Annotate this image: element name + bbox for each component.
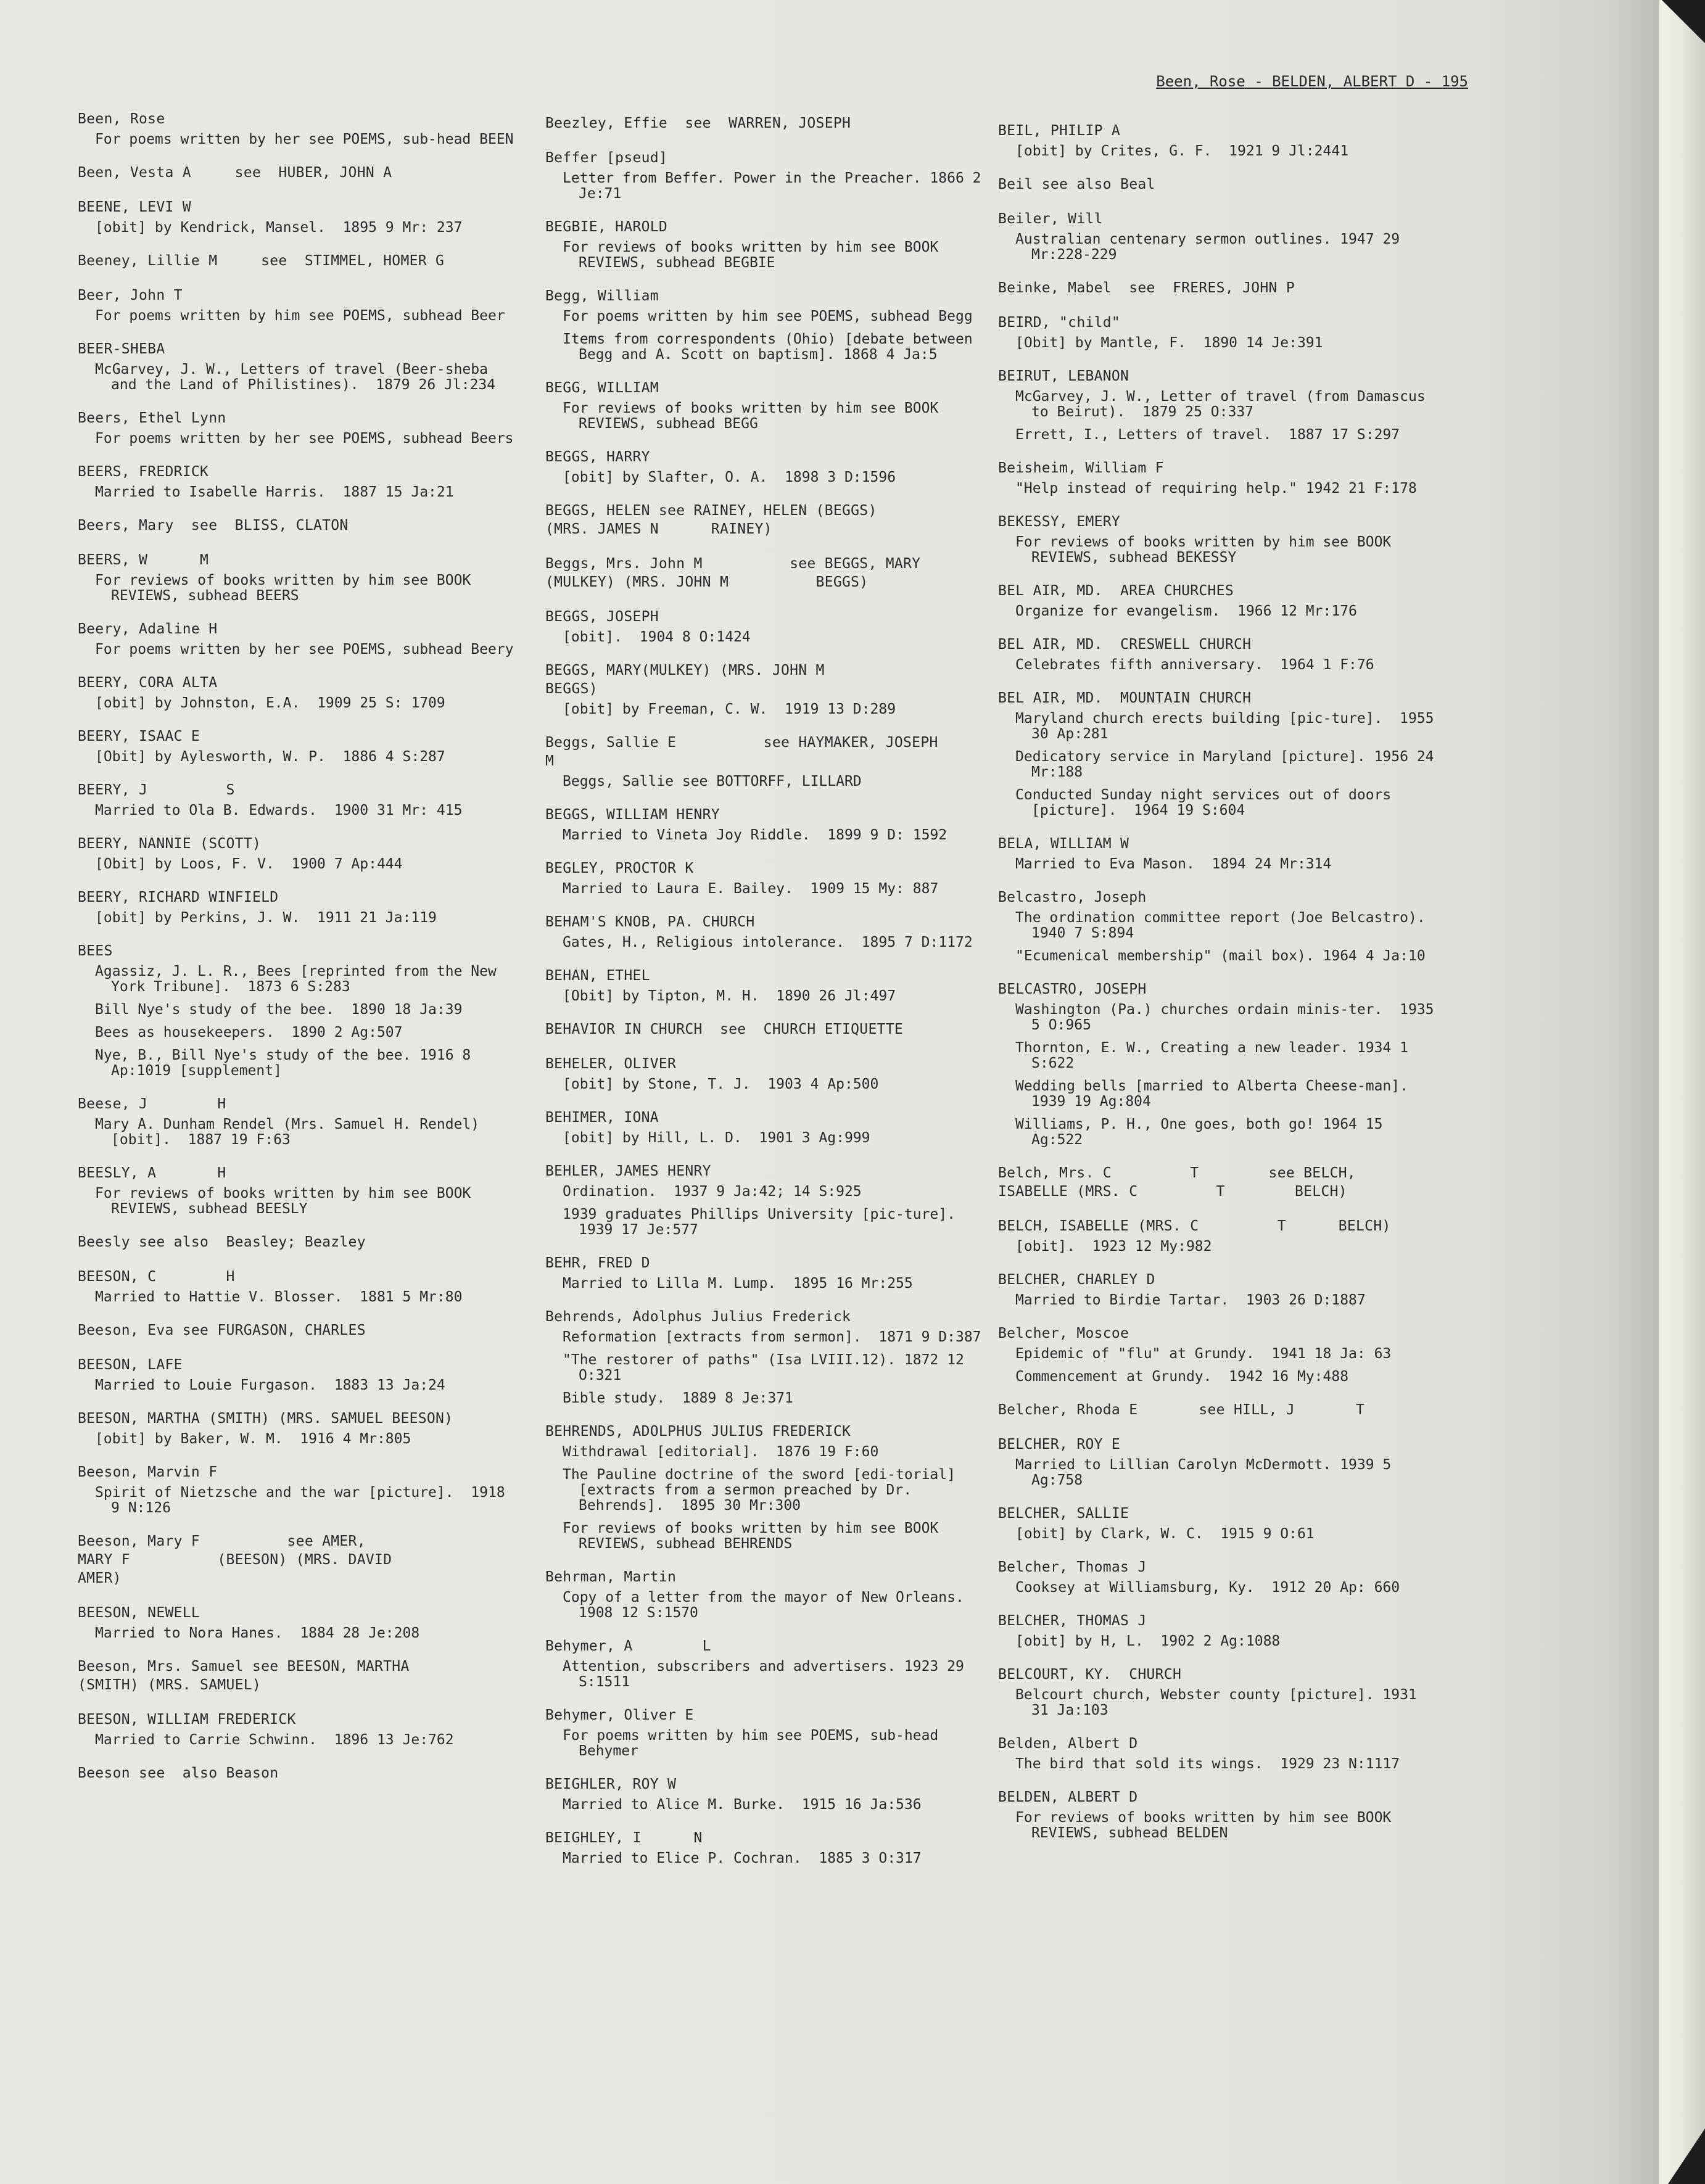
entry-citation: Williams, P. H., One goes, both go! 1964 15 Ag:522 — [1015, 1116, 1392, 1148]
entry-heading: Beeson, Marvin F — [78, 1464, 218, 1480]
index-entry — [998, 122, 1442, 159]
index-entry — [78, 409, 522, 447]
index-entry — [998, 210, 1442, 263]
index-entry — [998, 459, 1442, 497]
entry-citation: Married to Hattie V. Blosser. 1881 5 Mr:80 — [95, 1289, 463, 1305]
entry-heading: BEHLER, JAMES HENRY — [545, 1163, 711, 1179]
entry-citation: Bible study. 1889 8 Je:371 — [563, 1390, 793, 1406]
index-entry — [998, 1612, 1442, 1649]
entry-heading: BELCHER, THOMAS J — [998, 1613, 1147, 1629]
index-entry — [78, 1356, 522, 1393]
entry-heading: Beezley, Effie see WARREN, JOSEPH — [545, 115, 851, 131]
entry-heading: BEL AIR, MD. AREA CHURCHES — [998, 583, 1234, 599]
entry-heading: BEGGS, HARRY — [545, 449, 650, 465]
entry-heading: BEIL, PHILIP A — [998, 123, 1121, 139]
index-entry — [78, 727, 522, 765]
index-entry — [78, 252, 522, 270]
entry-heading: Behrman, Martin — [545, 1569, 677, 1585]
entry-heading: BEESON, WILLIAM FREDERICK — [78, 1712, 296, 1728]
entry-citation: Organize for evangelism. 1966 12 Mr:176 — [1015, 603, 1357, 619]
entry-citation: Married to Isabelle Harris. 1887 15 Ja:21 — [95, 484, 454, 500]
index-entry — [78, 834, 522, 872]
entry-citation: The Pauline doctrine of the sword [edi-torial] [extracts from a sermon preached by Dr. Behrends]. 1895 30 Mr:300 — [563, 1467, 964, 1514]
entry-citation: For reviews of books written by him see BOOK REVIEWS, subhead BELDEN — [1015, 1810, 1400, 1841]
entry-citation: [obit] by Johnston, E.A. 1909 25 S: 1709 — [95, 695, 445, 711]
entry-heading: Beiler, Will — [998, 211, 1103, 227]
running-head: Been, Rose - BELDEN, ALBERT D - 195 — [1156, 73, 1468, 90]
entry-citation: For reviews of books written by him see BOOK REVIEWS, subhead BEGG — [563, 400, 947, 432]
entry-citation: "Ecumenical membership" (mail box). 1964 4 Ja:10 — [1015, 948, 1426, 964]
entry-citation: [Obit] by Tipton, M. H. 1890 26 Jl:497 — [563, 988, 896, 1004]
index-entry — [545, 501, 989, 538]
index-entry — [545, 913, 989, 950]
entry-heading: BEGBIE, HAROLD — [545, 219, 668, 235]
entry-heading: BEGGS, HELEN see RAINEY, HELEN (BEGGS) (MRS. JAMES N RAINEY) — [545, 503, 877, 537]
entry-heading: BEESON, NEWELL — [78, 1605, 200, 1621]
entry-citation: [Obit] by Loos, F. V. 1900 7 Ap:444 — [95, 856, 403, 872]
index-entry — [545, 1020, 989, 1039]
entry-citation: Married to Nora Hanes. 1884 28 Je:208 — [95, 1625, 420, 1641]
entry-heading: Behrends, Adolphus Julius Frederick — [545, 1309, 851, 1325]
entry-citation: Dedicatory service in Maryland [picture]. 1956 24 Mr:188 — [1015, 749, 1443, 780]
entry-heading: BEGLEY, PROCTOR K — [545, 860, 694, 876]
index-entry — [545, 733, 989, 789]
entry-heading: BEIGHLER, ROY W — [545, 1776, 677, 1792]
index-entry — [998, 1734, 1442, 1772]
entry-citation: "Help instead of requiring help." 1942 21 F:178 — [1015, 480, 1417, 497]
entry-heading: BEERY, NANNIE (SCOTT) — [78, 836, 262, 852]
index-entry — [78, 674, 522, 711]
entry-citation: Belcourt church, Webster county [picture]. 1931 31 Ja:103 — [1015, 1687, 1426, 1718]
entry-heading: BEHIMER, IONA — [545, 1110, 659, 1126]
entry-citation: For reviews of books written by him see BOOK REVIEWS, subhead BEHRENDS — [563, 1520, 947, 1552]
entry-heading: Beggs, Mrs. John M see BEGGS, MARY (MULKEY) (MRS. JOHN M BEGGS) — [545, 556, 921, 590]
entry-citation: Attention, subscribers and advertisers. 1923 29 S:1511 — [563, 1659, 973, 1690]
index-column-1 — [78, 110, 522, 1799]
entry-heading: BELCHER, CHARLEY D — [998, 1272, 1155, 1288]
entry-heading: BELCHER, SALLIE — [998, 1506, 1129, 1522]
entry-heading: Beil see also Beal — [998, 176, 1155, 192]
index-entry — [78, 1710, 522, 1748]
index-entry — [78, 516, 522, 535]
index-entry — [998, 279, 1442, 297]
entry-heading: BEESON, MARTHA (SMITH) (MRS. SAMUEL BEESON) — [78, 1411, 453, 1427]
entry-citation: [obit] by Baker, W. M. 1916 4 Mr:805 — [95, 1431, 411, 1447]
entry-heading: Beery, Adaline H — [78, 621, 218, 637]
entry-citation: For poems written by him see POEMS, subhead Begg — [563, 308, 973, 324]
index-entry — [545, 1055, 989, 1092]
entry-heading: BELA, WILLIAM W — [998, 836, 1129, 852]
entry-heading: BEERY, ISAAC E — [78, 728, 200, 744]
entry-heading: BEERS, W M — [78, 552, 209, 568]
entry-heading: BEGG, WILLIAM — [545, 380, 659, 396]
entry-heading: BEL AIR, MD. MOUNTAIN CHURCH — [998, 690, 1252, 706]
index-entry — [78, 620, 522, 657]
entry-heading: BEGGS, MARY(MULKEY) (MRS. JOHN M BEGGS) — [545, 662, 825, 697]
index-entry — [545, 966, 989, 1004]
entry-heading: BEHAN, ETHEL — [545, 968, 650, 984]
entry-heading: Beeson, Eva see FURGASON, CHARLES — [78, 1322, 366, 1338]
index-entry — [78, 1095, 522, 1148]
entry-heading: Belcher, Moscoe — [998, 1325, 1129, 1341]
entry-citation: [obit] by Slafter, O. A. 1898 3 D:1596 — [563, 469, 896, 485]
index-entry — [998, 1665, 1442, 1718]
entry-citation: Conducted Sunday night services out of doors [picture]. 1964 19 S:604 — [1015, 787, 1400, 818]
entry-heading: Behymer, A L — [545, 1638, 711, 1654]
entry-heading: Begg, William — [545, 288, 659, 304]
entry-heading: Beers, Ethel Lynn — [78, 410, 226, 426]
page-edge — [1659, 0, 1705, 2184]
entry-citation: For poems written by him see POEMS, subhead Beer — [95, 308, 505, 324]
entry-citation: [obit] by Hill, L. D. 1901 3 Ag:999 — [563, 1130, 870, 1146]
entry-heading: Behymer, Oliver E — [545, 1707, 694, 1723]
entry-citation: Nye, B., Bill Nye's study of the bee. 1916 8 Ap:1019 [supplement] — [95, 1047, 480, 1079]
binding-corner-bottom — [1668, 2128, 1705, 2184]
entry-citation: For poems written by her see POEMS, subhead Beers — [95, 431, 514, 447]
index-entry — [998, 175, 1442, 194]
entry-citation: Married to Elice P. Cochran. 1885 3 O:317 — [563, 1850, 922, 1866]
entry-heading: BEESON, LAFE — [78, 1357, 183, 1373]
entry-citation: Agassiz, J. L. R., Bees [reprinted from the New York Tribune]. 1873 6 S:283 — [95, 963, 505, 995]
entry-heading: BEIRD, "child" — [998, 315, 1121, 331]
entry-citation: [obit] by Perkins, J. W. 1911 21 Ja:119 — [95, 910, 437, 926]
entry-citation: [obit]. 1904 8 O:1424 — [563, 629, 751, 645]
entry-heading: BELCH, ISABELLE (MRS. C T BELCH) — [998, 1218, 1391, 1234]
entry-citation: Withdrawal [editorial]. 1876 19 F:60 — [563, 1444, 879, 1460]
entry-heading: BEGGS, WILLIAM HENRY — [545, 807, 720, 823]
index-entry — [998, 834, 1442, 872]
entry-citation: [obit] by Clark, W. C. 1915 9 O:61 — [1015, 1526, 1315, 1542]
entry-heading: BEHR, FRED D — [545, 1255, 650, 1271]
entry-citation: Australian centenary sermon outlines. 1947 29 Mr:228-229 — [1015, 231, 1408, 263]
index-entry — [545, 806, 989, 843]
entry-heading: BEESLY, A H — [78, 1165, 226, 1181]
entry-citation: For reviews of books written by him see BOOK REVIEWS, subhead BEERS — [95, 572, 480, 604]
index-entry — [78, 1267, 522, 1305]
entry-citation: Errett, I., Letters of travel. 1887 17 S:297 — [1015, 427, 1400, 443]
entry-heading: BEKESSY, EMERY — [998, 514, 1121, 530]
entry-heading: BEERY, RICHARD WINFIELD — [78, 889, 279, 905]
index-entry — [545, 1829, 989, 1866]
entry-heading: BELDEN, ALBERT D — [998, 1789, 1138, 1805]
index-entry — [545, 1568, 989, 1621]
index-entry — [545, 218, 989, 271]
index-entry — [998, 1788, 1442, 1841]
entry-citation: McGarvey, J. W., Letters of travel (Beer-sheba and the Land of Philistines). 1879 26 Jl:234 — [95, 361, 497, 393]
entry-citation: For poems written by her see POEMS, subhead Beery — [95, 641, 514, 657]
entry-citation: Married to Louie Furgason. 1883 13 Ja:24 — [95, 1377, 445, 1393]
index-entry — [998, 367, 1442, 443]
index-entry — [545, 1162, 989, 1238]
entry-citation: Married to Birdie Tartar. 1903 26 D:1887 — [1015, 1292, 1366, 1308]
index-entry — [545, 448, 989, 485]
index-entry — [545, 1108, 989, 1146]
index-entry — [998, 1271, 1442, 1308]
entry-heading: Beeson see also Beason — [78, 1765, 279, 1781]
entry-citation: Wedding bells [married to Alberta Cheese-man]. 1939 19 Ag:804 — [1015, 1078, 1426, 1110]
entry-citation: Commencement at Grundy. 1942 16 My:488 — [1015, 1369, 1349, 1385]
index-entry — [545, 661, 989, 717]
entry-citation: Items from correspondents (Ohio) [debate between Begg and A. Scott on baptism]. 1868 4 Ja:5 — [563, 331, 981, 363]
entry-citation: [obit] by Freeman, C. W. 1919 13 D:289 — [563, 701, 896, 717]
entry-citation: [obit] by Kendrick, Mansel. 1895 9 Mr: 237 — [95, 220, 463, 236]
entry-citation: Celebrates fifth anniversary. 1964 1 F:76 — [1015, 657, 1374, 673]
entry-citation: [obit]. 1923 12 My:982 — [1015, 1238, 1212, 1255]
index-entry — [545, 1775, 989, 1813]
index-entry — [998, 1504, 1442, 1542]
entry-heading: BEERS, FREDRICK — [78, 464, 209, 480]
entry-heading: BEESON, C H — [78, 1269, 235, 1285]
entry-citation: [obit] by Stone, T. J. 1903 4 Ap:500 — [563, 1076, 879, 1092]
entry-citation: "The restorer of paths" (Isa LVIII.12). 1872 12 O:321 — [563, 1352, 973, 1383]
index-entry — [78, 1233, 522, 1251]
index-entry — [545, 1706, 989, 1759]
entry-citation: Married to Carrie Schwinn. 1896 13 Je:762 — [95, 1732, 454, 1748]
index-entry — [78, 110, 522, 147]
binding-corner-top — [1662, 0, 1705, 43]
index-entry — [545, 1254, 989, 1292]
entry-heading: Belch, Mrs. C T see BELCH, ISABELLE (MRS. C T BELCH) — [998, 1165, 1356, 1200]
index-entry — [78, 1463, 522, 1516]
index-entry — [545, 114, 989, 133]
index-entry — [78, 942, 522, 1079]
entry-citation: Married to Alice M. Burke. 1915 16 Ja:536 — [563, 1797, 922, 1813]
entry-heading: Been, Rose — [78, 111, 165, 127]
entry-citation: Reformation [extracts from sermon]. 1871 9 D:387 — [563, 1329, 981, 1345]
entry-heading: Beese, J H — [78, 1096, 226, 1112]
entry-heading: BEES — [78, 943, 113, 959]
entry-citation: [Obit] by Aylesworth, W. P. 1886 4 S:287 — [95, 749, 445, 765]
entry-citation: For poems written by her see POEMS, sub-head BEEN — [95, 131, 514, 147]
index-entry — [545, 554, 989, 591]
index-entry — [998, 888, 1442, 964]
index-entry — [998, 582, 1442, 619]
index-entry — [78, 1321, 522, 1340]
index-entry — [998, 1164, 1442, 1201]
entry-citation: Married to Lillian Carolyn McDermott. 1939 5 Ag:758 — [1015, 1457, 1400, 1488]
entry-heading: Beers, Mary see BLISS, CLATON — [78, 517, 349, 534]
index-entry — [78, 340, 522, 393]
entry-citation: [obit] by Crites, G. F. 1921 9 Jl:2441 — [1015, 143, 1349, 159]
entry-citation: For poems written by him see POEMS, sub-head Behymer — [563, 1728, 947, 1759]
index-entry — [545, 608, 989, 645]
index-entry — [78, 1764, 522, 1782]
entry-heading: BEHAVIOR IN CHURCH see CHURCH ETIQUETTE — [545, 1021, 904, 1037]
entry-citation: Married to Lilla M. Lump. 1895 16 Mr:255 — [563, 1275, 913, 1292]
entry-heading: BEL AIR, MD. CRESWELL CHURCH — [998, 637, 1252, 653]
index-entry — [78, 1409, 522, 1447]
entry-citation: 1939 graduates Phillips University [pic-ture]. 1939 17 Je:577 — [563, 1206, 973, 1238]
entry-heading: BELCASTRO, JOSEPH — [998, 981, 1147, 997]
entry-citation: For reviews of books written by him see BOOK REVIEWS, subhead BEESLY — [95, 1185, 480, 1217]
index-entry — [998, 1558, 1442, 1596]
entry-citation: [Obit] by Mantle, F. 1890 14 Je:391 — [1015, 335, 1323, 351]
entry-citation: Beggs, Sallie see BOTTORFF, LILLARD — [563, 773, 862, 789]
index-entry — [998, 689, 1442, 818]
entry-heading: BEHELER, OLIVER — [545, 1056, 677, 1072]
entry-heading: BELCHER, ROY E — [998, 1436, 1121, 1453]
entry-heading: BEHAM'S KNOB, PA. CHURCH — [545, 914, 755, 930]
entry-heading: Beinke, Mabel see FRERES, JOHN P — [998, 280, 1295, 296]
entry-heading: Belcher, Rhoda E see HILL, J T — [998, 1402, 1365, 1418]
entry-heading: BEIRUT, LEBANON — [998, 368, 1129, 384]
entry-heading: BEENE, LEVI W — [78, 199, 191, 215]
index-entry — [78, 1604, 522, 1641]
entry-citation: Married to Eva Mason. 1894 24 Mr:314 — [1015, 856, 1332, 872]
entry-citation: [obit] by H, L. 1902 2 Ag:1088 — [1015, 1633, 1281, 1649]
index-column-3 — [998, 122, 1442, 1857]
index-entry — [545, 287, 989, 363]
entry-heading: BEIGHLEY, I N — [545, 1830, 703, 1846]
index-entry — [545, 379, 989, 432]
entry-citation: Bees as housekeepers. 1890 2 Ag:507 — [95, 1024, 403, 1040]
entry-citation: Mary A. Dunham Rendel (Mrs. Samuel H. Rendel) [obit]. 1887 19 F:63 — [95, 1116, 488, 1148]
entry-heading: Belden, Albert D — [998, 1736, 1138, 1752]
entry-citation: The bird that sold its wings. 1929 23 N:1117 — [1015, 1756, 1400, 1772]
index-entry — [545, 859, 989, 897]
entry-citation: Married to Laura E. Bailey. 1909 15 My: 887 — [563, 881, 939, 897]
entry-citation: Letter from Beffer. Power in the Preacher. 1866 2 Je:71 — [563, 170, 990, 202]
index-entry — [78, 781, 522, 818]
index-entry — [78, 551, 522, 604]
entry-heading: BELCOURT, KY. CHURCH — [998, 1667, 1182, 1683]
entry-citation: Thornton, E. W., Creating a new leader. 1934 1 S:622 — [1015, 1040, 1417, 1071]
entry-citation: Married to Ola B. Edwards. 1900 31 Mr: 415 — [95, 802, 463, 818]
entry-heading: BEGGS, JOSEPH — [545, 609, 659, 625]
entry-citation: Epidemic of "flu" at Grundy. 1941 18 Ja: 63 — [1015, 1346, 1392, 1362]
index-entry — [998, 1217, 1442, 1255]
entry-heading: Beggs, Sallie E see HAYMAKER, JOSEPH M — [545, 735, 938, 769]
entry-heading: Beesly see also Beasley; Beazley — [78, 1234, 366, 1250]
entry-citation: Gates, H., Religious intolerance. 1895 7 D:1172 — [563, 934, 973, 950]
entry-citation: Cooksey at Williamsburg, Ky. 1912 20 Ap: 660 — [1015, 1580, 1400, 1596]
index-entry — [545, 149, 989, 202]
entry-heading: BEER-SHEBA — [78, 341, 165, 357]
index-entry — [998, 980, 1442, 1148]
index-entry — [78, 286, 522, 324]
entry-citation: Married to Vineta Joy Riddle. 1899 9 D: 1592 — [563, 827, 947, 843]
index-column-2 — [545, 114, 989, 1882]
index-entry — [78, 1657, 522, 1694]
index-entry — [998, 635, 1442, 673]
entry-heading: BEERY, J S — [78, 782, 235, 798]
entry-heading: Beisheim, William F — [998, 460, 1164, 476]
entry-heading: BEHRENDS, ADOLPHUS JULIUS FREDERICK — [545, 1424, 851, 1440]
index-entry — [78, 163, 522, 182]
entry-citation: McGarvey, J. W., Letter of travel (from Damascus to Beirut). 1879 25 O:337 — [1015, 389, 1434, 420]
entry-heading: Beeney, Lillie M see STIMMEL, HOMER G — [78, 253, 445, 269]
entry-citation: The ordination committee report (Joe Belcastro). 1940 7 S:894 — [1015, 910, 1443, 941]
entry-citation: Copy of a letter from the mayor of New Orleans. 1908 12 S:1570 — [563, 1589, 981, 1621]
entry-citation: Spirit of Nietzsche and the war [picture]. 1918 9 N:126 — [95, 1485, 514, 1516]
entry-citation: Washington (Pa.) churches ordain minis-ter. 1935 5 O:965 — [1015, 1002, 1443, 1033]
index-entry — [78, 1164, 522, 1217]
index-entry — [998, 1324, 1442, 1385]
entry-citation: For reviews of books written by him see BOOK REVIEWS, subhead BEKESSY — [1015, 534, 1400, 566]
entry-heading: Belcastro, Joseph — [998, 889, 1147, 905]
index-entry — [545, 1637, 989, 1690]
index-entry — [545, 1308, 989, 1406]
entry-heading: Beer, John T — [78, 287, 183, 303]
index-entry — [78, 198, 522, 236]
entry-citation: Ordination. 1937 9 Ja:42; 14 S:925 — [563, 1184, 862, 1200]
index-entry — [998, 513, 1442, 566]
entry-heading: Beeson, Mary F see AMER, MARY F (BEESON) (MRS. DAVID AMER) — [78, 1533, 392, 1586]
entry-citation: Bill Nye's study of the bee. 1890 18 Ja:39 — [95, 1002, 463, 1018]
index-entry — [78, 463, 522, 500]
entry-heading: BEERY, CORA ALTA — [78, 675, 218, 691]
index-entry — [998, 1435, 1442, 1488]
entry-heading: Beeson, Mrs. Samuel see BEESON, MARTHA (SMITH) (MRS. SAMUEL) — [78, 1659, 410, 1693]
index-entry — [998, 1401, 1442, 1419]
entry-citation: For reviews of books written by him see BOOK REVIEWS, subhead BEGBIE — [563, 239, 947, 271]
index-entry — [78, 888, 522, 926]
entry-heading: Been, Vesta A see HUBER, JOHN A — [78, 165, 392, 181]
index-entry — [998, 313, 1442, 351]
entry-heading: Belcher, Thomas J — [998, 1559, 1147, 1575]
index-entry — [78, 1532, 522, 1588]
index-entry — [545, 1422, 989, 1552]
entry-heading: Beffer [pseud] — [545, 150, 668, 166]
entry-citation: Maryland church erects building [pic-ture]. 1955 30 Ap:281 — [1015, 711, 1443, 742]
